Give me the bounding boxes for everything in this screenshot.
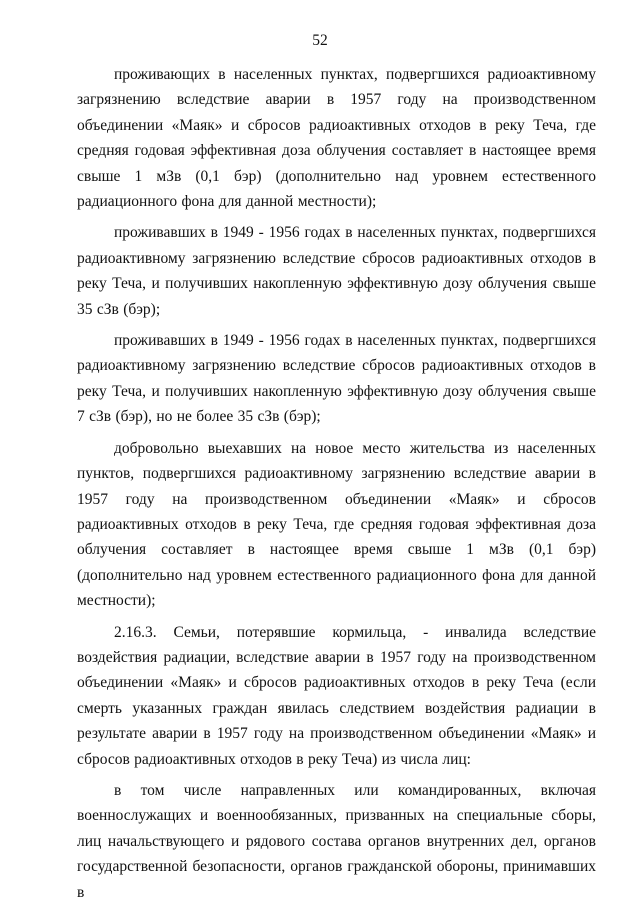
paragraph-residents-1949-1956-over-35: проживавших в 1949 - 1956 годах в населенных пунктах, подвергшихся радиоактивному загрязнению вследствие сбросов радиоактивных отходов в реку Теча, и получивших накопленную эффективную дозу облучения свыше 35 сЗв (бэр); [77, 224, 596, 318]
document-body [77, 62, 596, 911]
paragraph-section-2-16-3: 2.16.3. Семьи, потерявшие кормильца, - инвалида вследствие воздействия радиации, вследствие аварии в 1957 году на производственном объединении «Маяк» и сбросов радиоактивных отходов в реку Теча (если смерть указанных граждан явилась следствием воздействия радиации в результате аварии в 1957 году на производственном объединении «Маяк» и сбросов радиоактивных отходов в реку Теча) из числа лиц: [77, 623, 596, 768]
page-number: 52 [312, 32, 328, 49]
paragraph-residents-1949-1956-7-to-35: проживавших в 1949 - 1956 годах в населенных пунктах, подвергшихся радиоактивному загрязнению вследствие сбросов радиоактивных отходов в реку Теча, и получивших накопленную эффективную дозу облучения свыше 7 сЗв (бэр), но не более 35 сЗв (бэр); [77, 332, 596, 426]
paragraph-including-servicemen: в том числе направленных или командированных, включая военнослужащих и военнообязанных, призванных на специальные сборы, лиц начальствующего и рядового состава органов внутренних дел, органов государственной безопасности, органов гражданской обороны, принимавших в [77, 781, 596, 901]
paragraph-voluntarily-relocated: добровольно выехавших на новое место жительства из населенных пунктов, подвергшихся радиоактивному загрязнению вследствие аварии в 1957 году на производственном объединении «Маяк» и сбросов радиоактивных отходов в реку Теча, где средняя годовая эффективная доза облучения составляет в настоящее время свыше 1 мЗв (0,1 бэр) (дополнительно над уровнем естественного радиационного фона для данной местности); [77, 439, 596, 610]
paragraph-residents-mayak: проживающих в населенных пунктах, подвергшихся радиоактивному загрязнению вследствие аварии в 1957 году на производственном объединении «Маяк» и сбросов радиоактивных отходов в реку Теча, где средняя годовая эффективная доза облучения составляет в настоящее время свыше 1 мЗв (0,1 бэр) (дополнительно над уровнем естественного радиационного фона для данной местности); [77, 66, 596, 211]
